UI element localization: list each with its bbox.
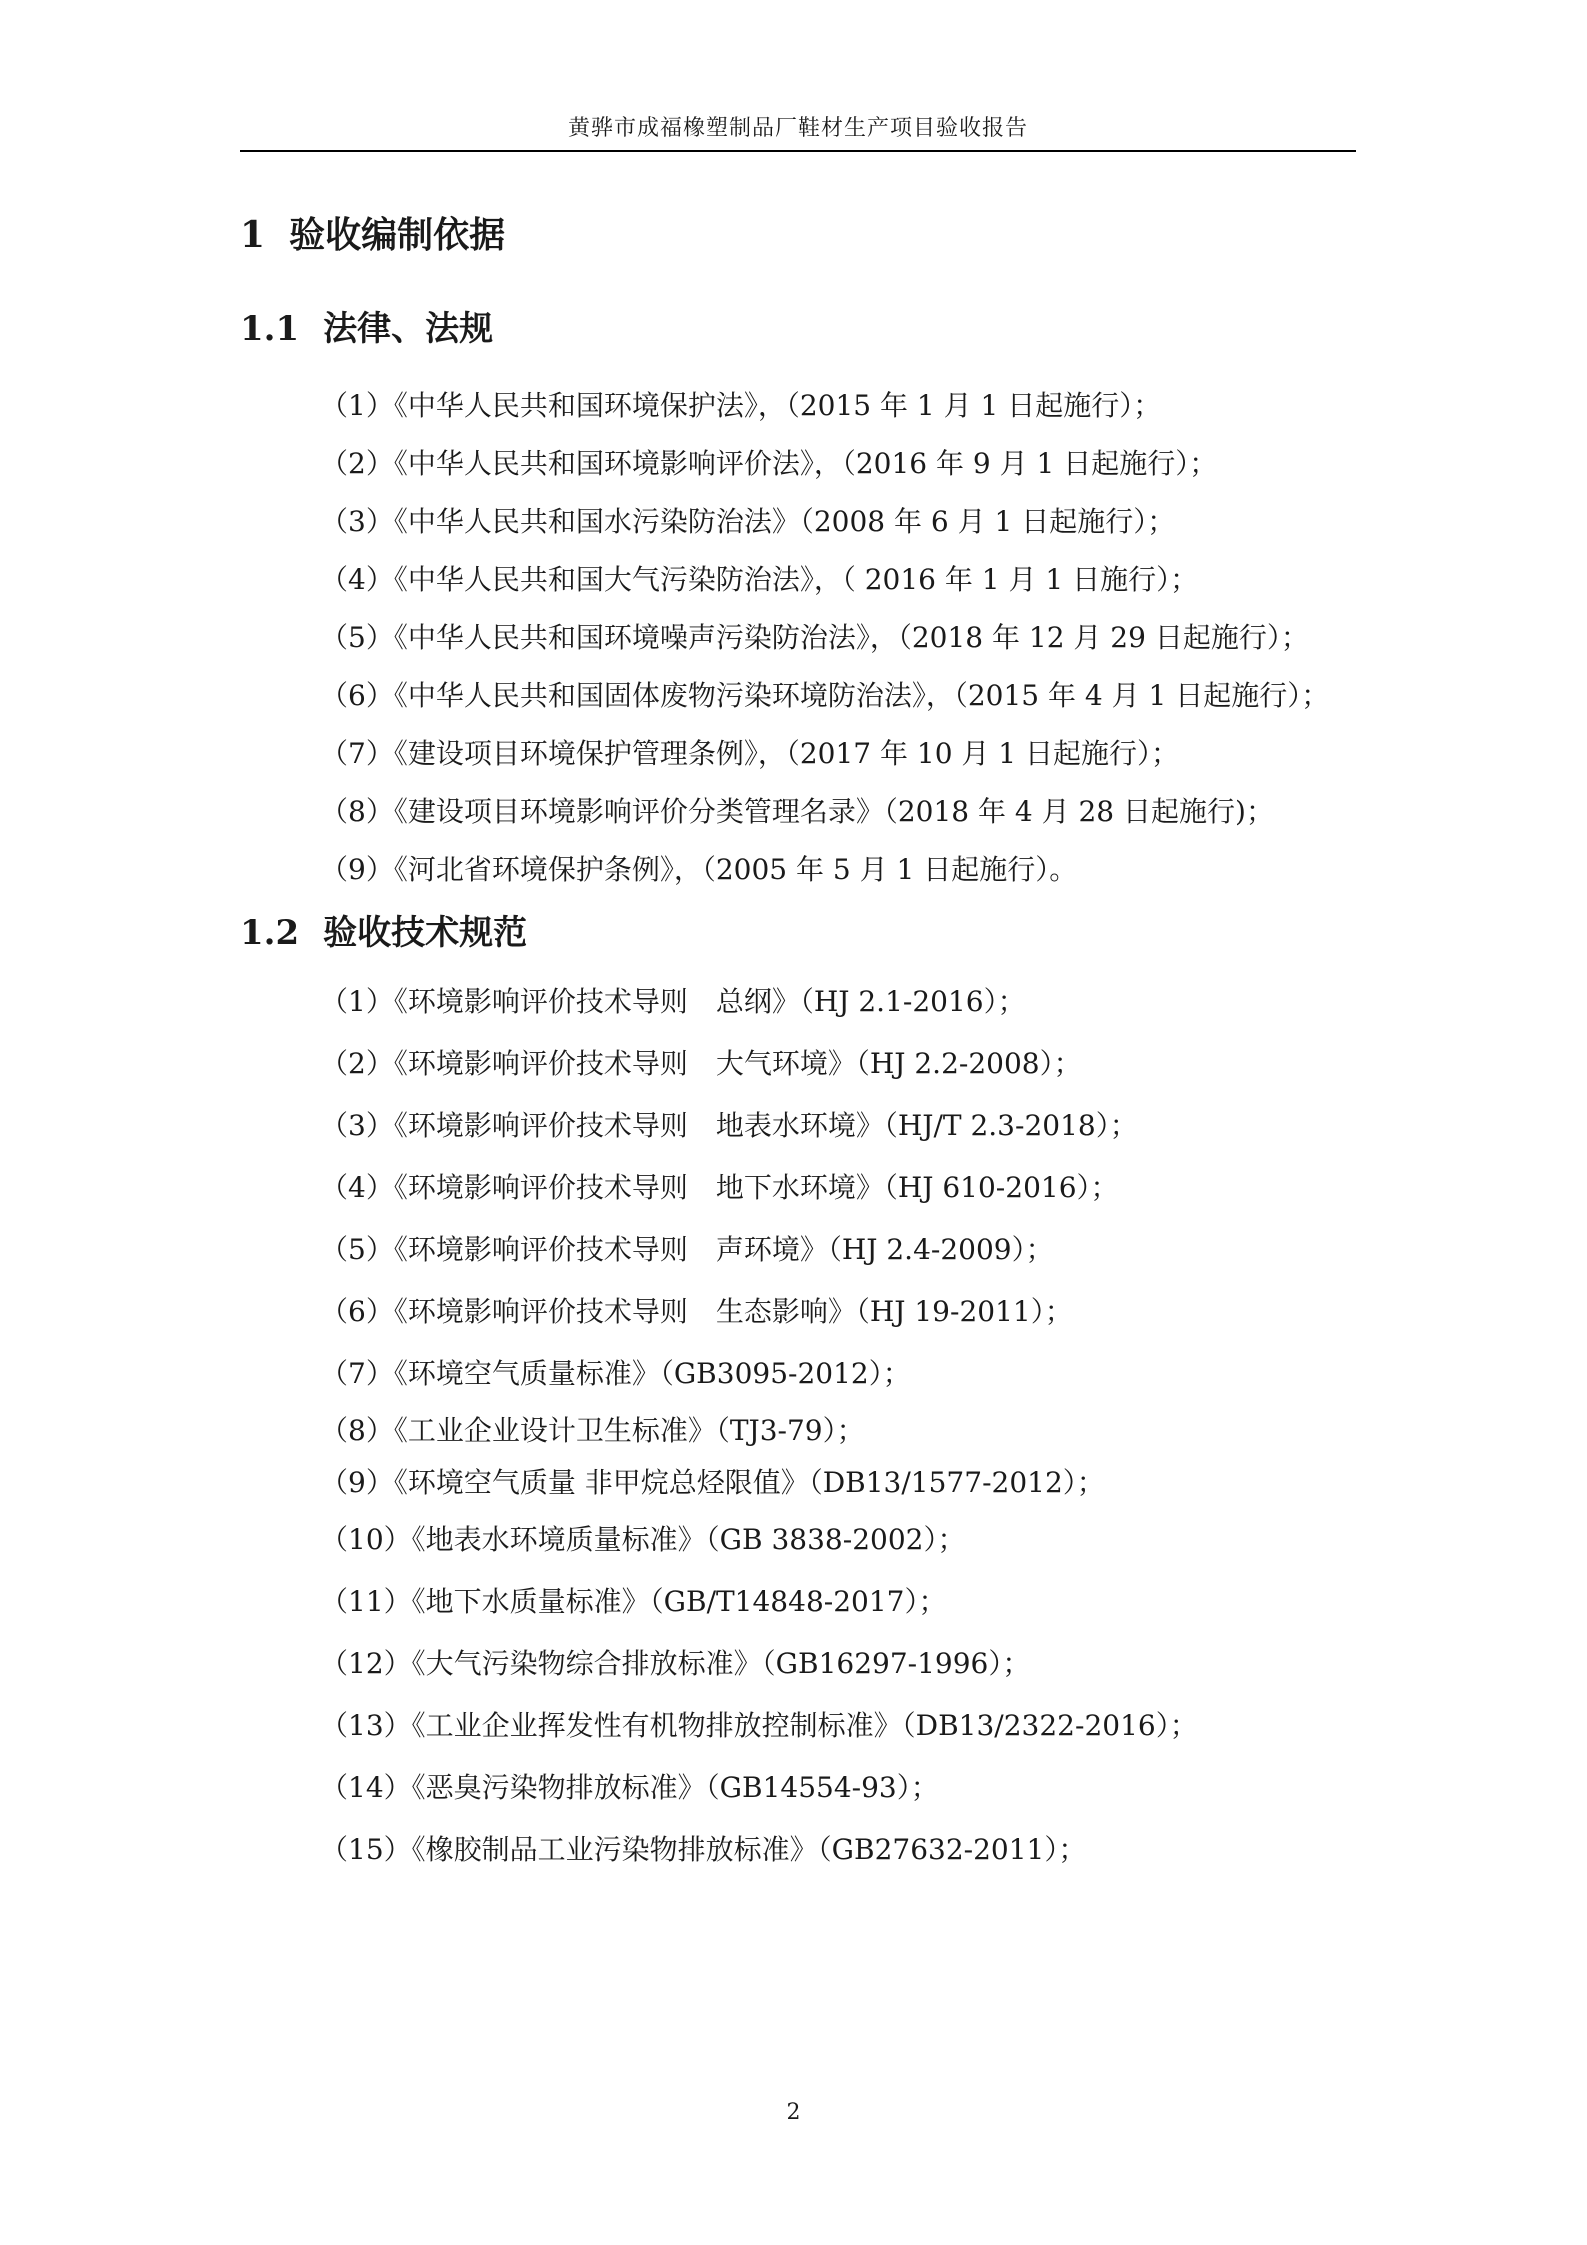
list-item: （3）《中华人民共和国水污染防治法》（2008 年 6 月 1 日起施行）； xyxy=(320,505,1176,538)
standards-list xyxy=(240,971,1356,1881)
list-item: （4）《中华人民共和国大气污染防治法》，（ 2016 年 1 月 1 日施行）； xyxy=(320,563,1199,596)
page-header xyxy=(240,108,1356,152)
list-item: （7）《建设项目环境保护管理条例》，（2017 年 10 月 1 日起施行）； xyxy=(320,737,1180,770)
list-item: （9）《环境空气质量 非甲烷总烃限值》（DB13/1577-2012）； xyxy=(320,1466,1105,1499)
list-item: （6）《中华人民共和国固体废物污染环境防治法》，（2015 年 4 月 1 日起施行）； xyxy=(320,679,1330,712)
list-item: （5）《中华人民共和国环境噪声污染防治法》，（2018 年 12 月 29 日起施行）； xyxy=(320,621,1309,654)
list-item: （6）《环境影响评价技术导则 生态影响》（HJ 19-2011）； xyxy=(320,1295,1073,1328)
section-heading xyxy=(240,903,1356,967)
list-item: （2）《中华人民共和国环境影响评价法》，（2016 年 9 月 1 日起施行）； xyxy=(320,447,1218,480)
chapter-number: 1 xyxy=(240,214,266,256)
list-item: （1）《环境影响评价技术导则 总纲》（HJ 2.1-2016）； xyxy=(320,985,1026,1018)
header-title: 黄骅市成福橡塑制品厂鞋材生产项目验收报告 xyxy=(567,116,1028,141)
section-number: 1.2 xyxy=(240,913,300,953)
list-item: （8）《建设项目环境影响评价分类管理名录》（2018 年 4 月 28 日起施行)； xyxy=(320,795,1274,828)
section-heading xyxy=(240,299,1356,363)
list-item: （4）《环境影响评价技术导则 地下水环境》（HJ 610-2016）； xyxy=(320,1171,1119,1204)
section-title: 法律、法规 xyxy=(323,309,494,349)
list-item: （5）《环境影响评价技术导则 声环境》（HJ 2.4-2009）； xyxy=(320,1233,1054,1266)
list-item: （8）《工业企业设计卫生标准》（TJ3-79）； xyxy=(320,1414,865,1447)
list-item: （3）《环境影响评价技术导则 地表水环境》（HJ/T 2.3-2018）； xyxy=(320,1109,1138,1142)
section-number: 1.1 xyxy=(240,309,300,349)
page-number: 2 xyxy=(786,2100,801,2125)
list-item: （15）《橡胶制品工业污染物排放标准》（GB27632-2011）； xyxy=(320,1833,1087,1866)
list-item: （14）《恶臭污染物排放标准》（GB14554-93）； xyxy=(320,1771,939,1804)
list-item: （13）《工业企业挥发性有机物排放控制标准》（DB13/2322-2016）； xyxy=(320,1709,1198,1742)
document-body xyxy=(240,205,1356,1881)
list-item: （9）《河北省环境保护条例》，（2005 年 5 月 1 日起施行）。 xyxy=(320,853,1078,886)
chapter-title: 验收编制依据 xyxy=(289,214,506,256)
list-item: （2）《环境影响评价技术导则 大气环境》（HJ 2.2-2008）； xyxy=(320,1047,1082,1080)
list-item: （10）《地表水环境质量标准》（GB 3838-2002）； xyxy=(320,1523,966,1556)
list-item: （7）《环境空气质量标准》（GB3095-2012）； xyxy=(320,1357,911,1390)
section-title: 验收技术规范 xyxy=(323,913,528,953)
list-item: （12）《大气污染物综合排放标准》（GB16297-1996）； xyxy=(320,1647,1031,1680)
laws-list xyxy=(240,377,1356,899)
list-item: （1）《中华人民共和国环境保护法》，（2015 年 1 月 1 日起施行）； xyxy=(320,389,1162,422)
list-item: （11）《地下水质量标准》（GB/T14848-2017）； xyxy=(320,1585,947,1618)
chapter-heading xyxy=(240,205,1356,265)
